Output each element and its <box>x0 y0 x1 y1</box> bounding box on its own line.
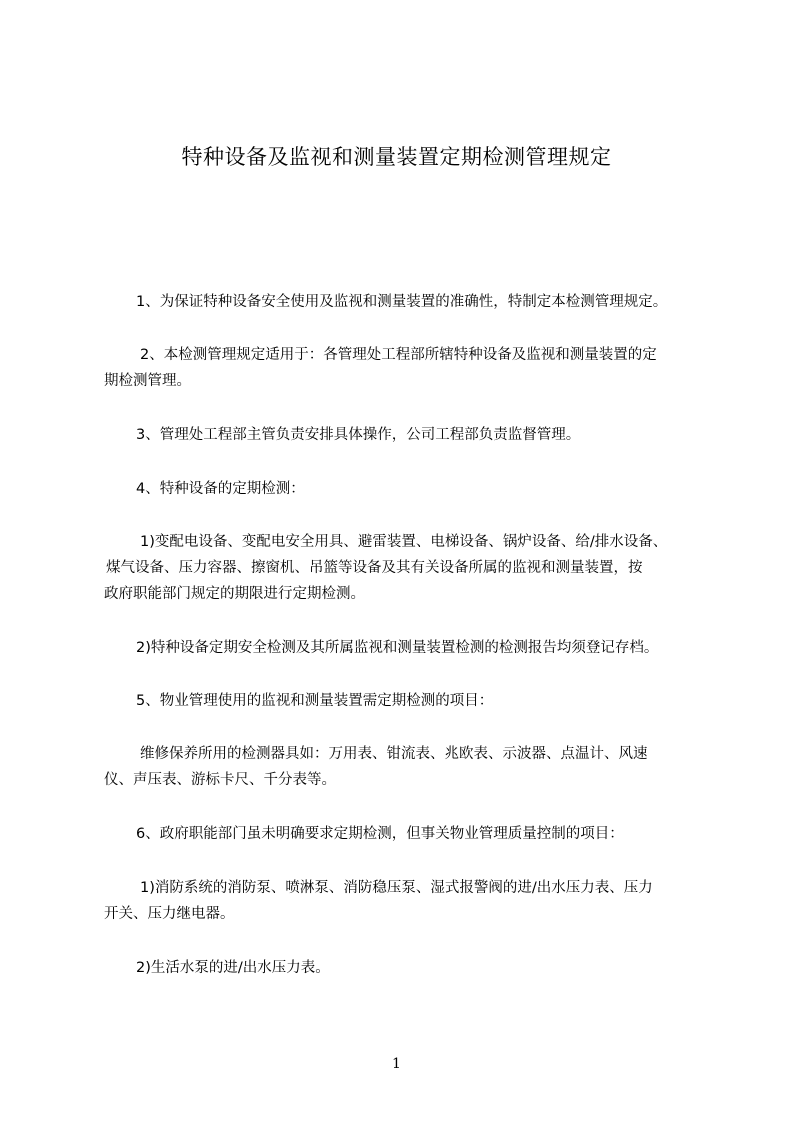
document-title: 特种设备及监视和测量装置定期检测管理规定 <box>181 145 612 169</box>
paragraph-6-line-1: 2)特种设备定期安全检测及其所属监视和测量装置检测的检测报告均须登记存档。 <box>136 640 659 656</box>
paragraph-11-line-1: 2)生活水泵的进/出水压力表。 <box>136 960 330 976</box>
paragraph-8-line-1: 维修保养所用的检测器具如：万用表、钳流表、兆欧表、示波器、点温计、风速 <box>140 746 648 762</box>
paragraph-2-line-2: 期检测管理。 <box>104 373 191 389</box>
paragraph-2-line-1: 2、本检测管理规定适用于：各管理处工程部所辖特种设备及监视和测量装置的定 <box>140 347 657 363</box>
paragraph-3-line-1: 3、管理处工程部主管负责安排具体操作，公司工程部负责监督管理。 <box>136 427 581 443</box>
paragraph-1-line-1: 1、为保证特种设备安全使用及监视和测量装置的准确性，特制定本检测管理规定。 <box>136 294 668 310</box>
paragraph-8-line-2: 仪、声压表、游标卡尺、千分表等。 <box>104 772 336 788</box>
paragraph-5-line-1: 1)变配电设备、变配电安全用具、避雷装置、电梯设备、锅炉设备、给/排水设备、 <box>140 534 668 550</box>
paragraph-10-line-1: 1)消防系统的消防泵、喷淋泵、消防稳压泵、湿式报警阀的进/出水压力表、压力 <box>140 880 653 896</box>
page-number: 1 <box>392 1056 401 1072</box>
paragraph-10-line-2: 开关、压力继电器。 <box>104 906 235 922</box>
paragraph-9-line-1: 6、政府职能部门虽未明确要求定期检测，但事关物业管理质量控制的项目： <box>136 826 624 842</box>
paragraph-4-line-1: 4、特种设备的定期检测： <box>136 481 305 497</box>
paragraph-5-line-3: 政府职能部门规定的期限进行定期检测。 <box>104 586 365 602</box>
paragraph-7-line-1: 5、物业管理使用的监视和测量装置需定期检测的项目： <box>136 693 494 709</box>
paragraph-5-line-2: 煤气设备、压力容器、擦窗机、吊篮等设备及其有关设备所属的监视和测量装置，按 <box>106 560 643 576</box>
